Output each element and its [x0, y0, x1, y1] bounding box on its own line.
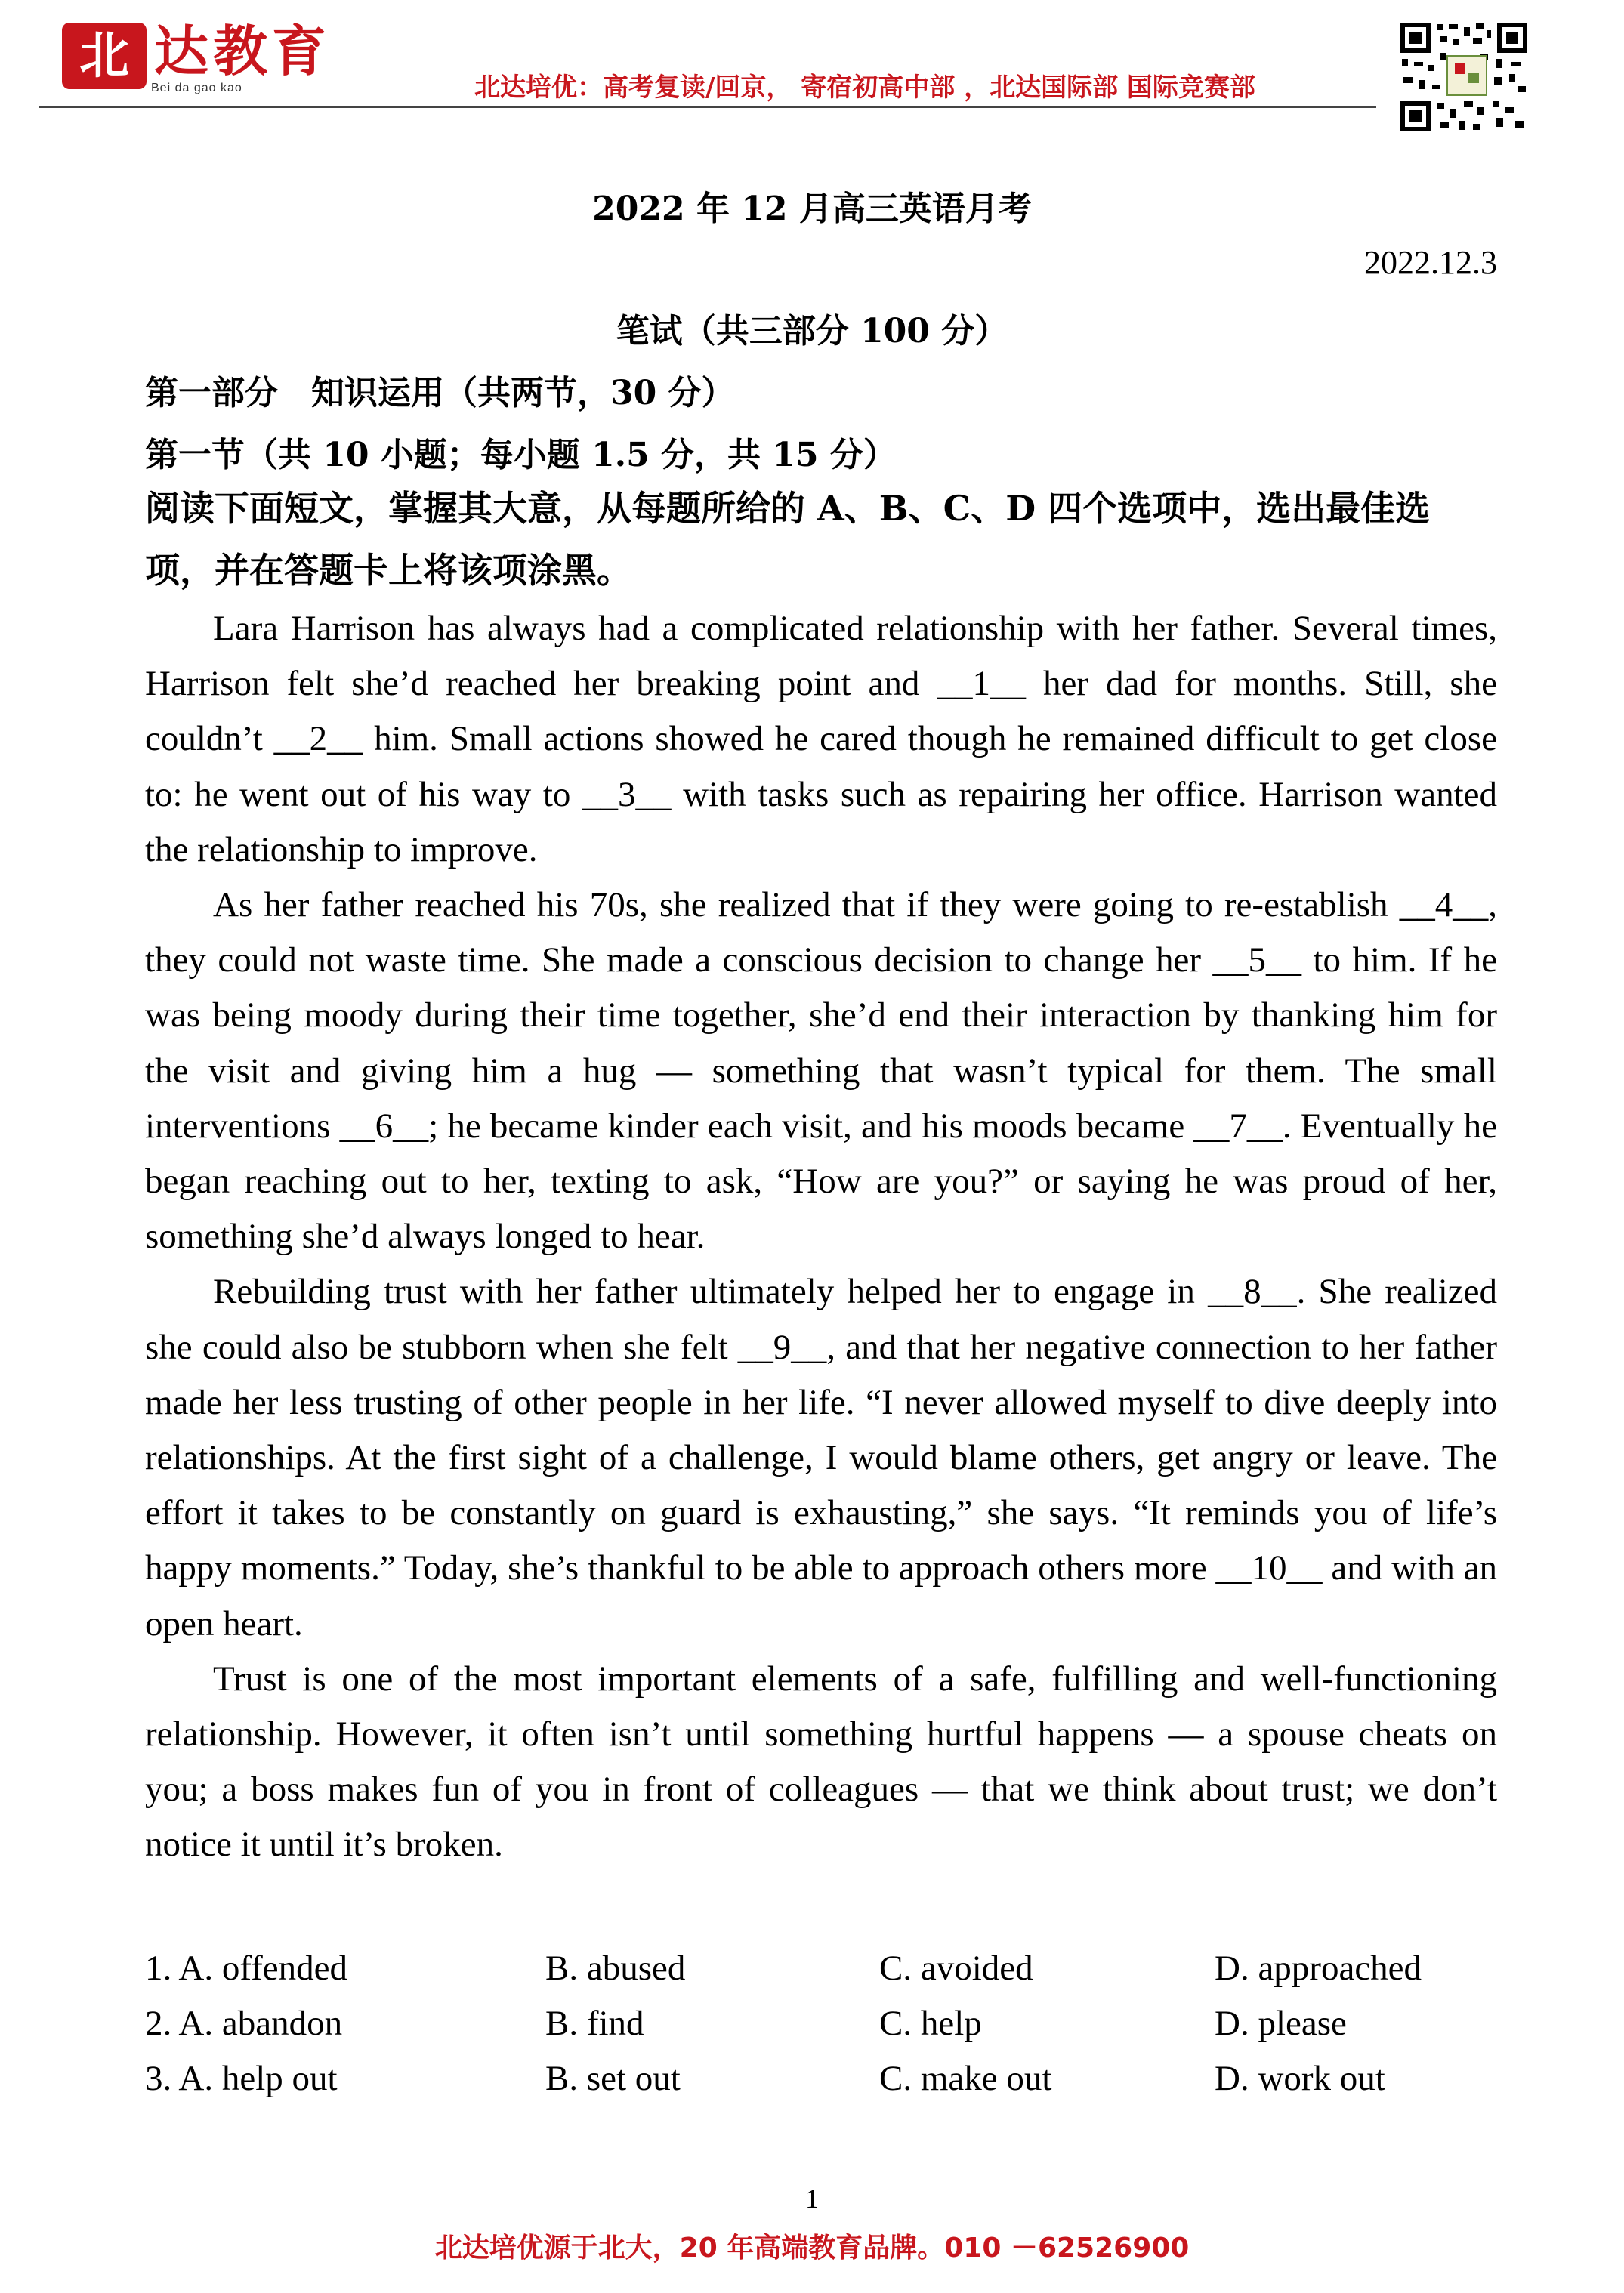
question-row: [145, 1996, 1505, 2051]
option-b: B. find: [545, 2004, 644, 2043]
page-number: 1: [805, 2183, 819, 2214]
logo-mark: 北: [62, 23, 147, 89]
option-c: C. avoided: [879, 1949, 1033, 1988]
paragraph: Rebuilding trust with her father ultimately helped her to engage in __8__. She realized she could also be stubborn when she felt __9__, and that her negative connection to her father made her less trusting of other people in her life. “I never allowed myself to dive deeply into relationships. At the first sight of a challenge, I would blame others, get angry or leave. The effort it takes to be constantly on guard is exhausting,” she says. “It reminds you of life’s happy moments.” Today, she’s thankful to be able to approach others more __10__ and with an open heart.: [145, 1272, 1497, 1643]
section-title: 笔试（共三部分 100 分）: [616, 312, 1008, 350]
logo-subtitle: Bei da gao kao: [151, 82, 242, 94]
section-heading: 第一节（共 10 小题；每小题 1.5 分，共 15 分）: [145, 436, 897, 474]
page-header: [0, 0, 1624, 144]
header-divider: [39, 106, 1376, 108]
option-b: B. set out: [545, 2059, 681, 2098]
answer-options: [145, 1941, 1505, 2106]
qr-code-icon: [1397, 20, 1530, 134]
paragraph: Trust is one of the most important elements of a safe, fulfilling and well-functioning relationship. However, it often isn’t until something hurtful happens — a spouse cheats on you; a boss makes fun of you in front of colleagues — that we think about trust; we don’t notice it until it’s broken.: [145, 1659, 1497, 1865]
paragraph: Lara Harrison has always had a complicated relationship with her father. Several times, Harrison felt she’d reached her breaking point and __1__ her dad for months. Still, she couldn’t __2__ him. Small actions showed he cared though he remained difficult to get close to: he went out of his way to __3__ with tasks such as repairing her office. Harrison wanted the relationship to improve.: [145, 609, 1497, 869]
option-d: D. please: [1215, 2004, 1347, 2043]
exam-date: 2022.12.3: [1364, 244, 1497, 281]
header-slogan: 北达培优：高考复读/回京， 寄宿初高中部 ，北达国际部 国际竞赛部: [474, 73, 1255, 103]
logo-text: 达教育: [154, 19, 332, 83]
page-footer: 北达培优源于北大，20 年高端教育品牌。010 －62526900: [434, 2233, 1190, 2264]
paragraph: As her father reached his 70s, she realized that if they were going to re-establish __4__, they could not waste time. She made a conscious decision to change her __5__ to him. If he was being moody during their time together, she’d end their interaction by thanking him for the visit and giving him a hug — something that wasn’t typical for them. The small interventions __6__; he became kinder each visit, and his moods became __7__. Eventually he began reaching out to her, texting to ask, “How are you?” or saying he was proud of her, something she’d always longed to hear.: [145, 885, 1497, 1257]
option-c: C. make out: [879, 2059, 1052, 2098]
reading-passage: [145, 601, 1497, 1873]
instructions: 阅读下面短文，掌握其大意，从每题所给的 A、B、C、D 四个选项中，选出最佳选项，并在答题卡上将该项涂黑。: [145, 488, 1431, 591]
question-row: [145, 2051, 1505, 2106]
option-a: 3. A. help out: [145, 2059, 338, 2098]
option-d: D. work out: [1215, 2059, 1385, 2098]
option-a: 2. A. abandon: [145, 2004, 343, 2043]
option-c: C. help: [879, 2004, 982, 2043]
option-a: 1. A. offended: [145, 1949, 348, 1988]
option-d: D. approached: [1215, 1949, 1422, 1988]
exam-title: 2022 年 12 月高三英语月考: [592, 190, 1032, 228]
option-b: B. abused: [545, 1949, 686, 1988]
part-heading: 第一部分 知识运用（共两节，30 分）: [145, 374, 735, 412]
question-row: [145, 1941, 1505, 1996]
